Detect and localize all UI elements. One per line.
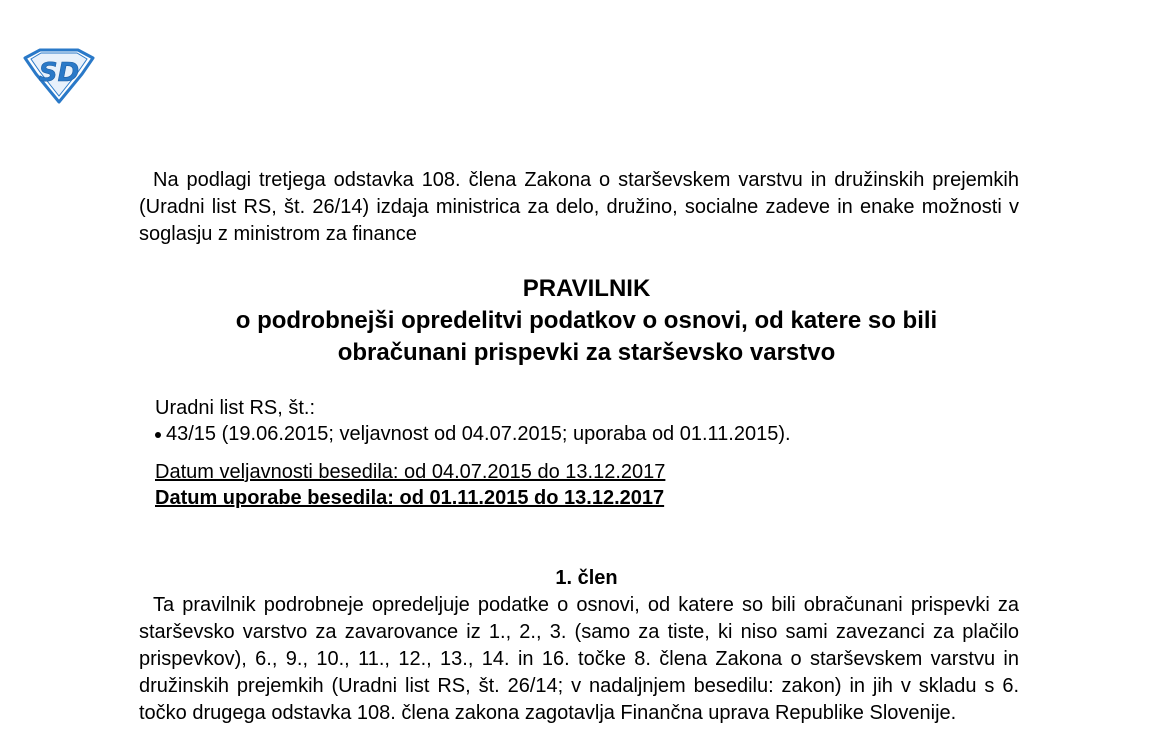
application-date: Datum uporabe besedila: od 01.11.2015 do 13.12.2017 xyxy=(155,487,665,509)
article-heading: 1. člen xyxy=(555,567,618,589)
title-main: PRAVILNIK xyxy=(522,275,651,302)
svg-text:SD: SD xyxy=(38,58,80,88)
gazette-label: Uradni list RS, št.: xyxy=(155,397,316,419)
gazette-list xyxy=(155,421,791,447)
validity-date: Datum veljavnosti besedila: od 04.07.2015 do 13.12.2017 xyxy=(155,461,666,483)
title-subtitle-line-1: o podrobnejši opredelitvi podatkov o osnovi, od katere so bili xyxy=(235,307,938,334)
intro-paragraph: Na podlagi tretjega odstavka 108. člena Zakona o starševskem varstvu in družinskih prejemkih (Uradni list RS, št. 26/14) izdaja ministrica za delo, družino, socialne zadeve in enake možnosti v soglasju z ministrom za finance xyxy=(139,169,1019,245)
article-body: Ta pravilnik podrobneje opredeljuje podatke o osnovi, od katere so bili obračunani prispevki za starševsko varstvo za zavarovance iz 1., 2., 3. (samo za tiste, ki niso sami zavezanci za plačilo prispevkov), 6., 9., 10., 11., 12., 13., 14. in 16. točke 8. člena Zakona o starševskem varstvu in družinskih prejemkih (Uradni list RS, št. 26/14; v nadaljnjem besedilu: zakon) in jih v skladu s 6. točko drugega odstavka 108. člena zakona zagotavlja Finančna uprava Republike Slovenije. xyxy=(139,594,1019,724)
document-title xyxy=(139,273,1034,369)
sd-shield-logo-icon xyxy=(22,48,96,104)
gazette-list-item: 43/15 (19.06.2015; veljavnost od 04.07.2015; uporaba od 01.11.2015). xyxy=(155,421,791,447)
title-subtitle-line-2: obračunani prispevki za starševsko varstvo xyxy=(337,339,836,366)
